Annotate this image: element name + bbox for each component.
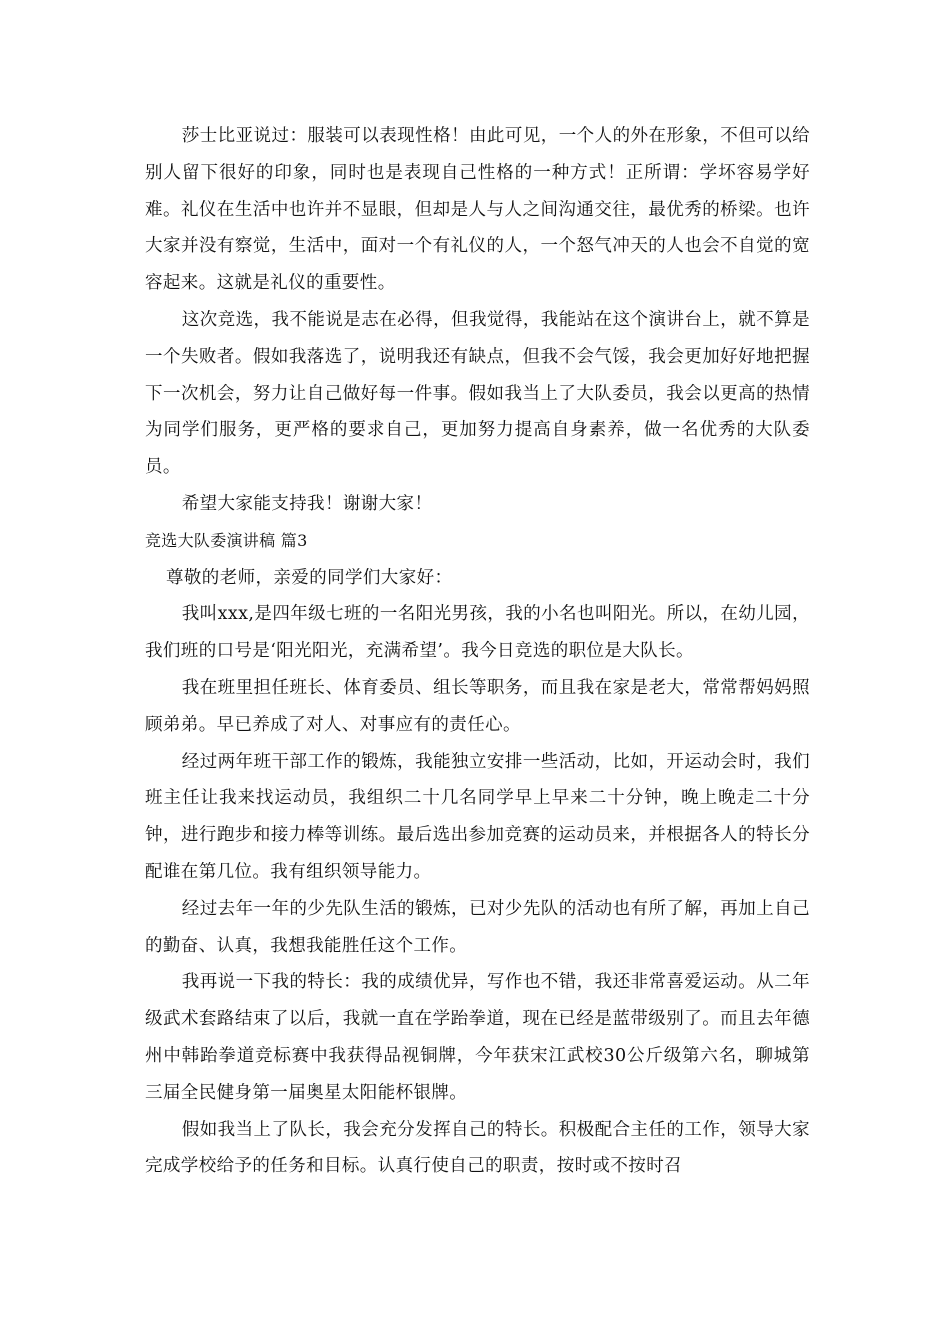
paragraph: 我再说一下我的特长：我的成绩优异，写作也不错，我还非常喜爱运动。从二年级武术套路结束了以后，我就一直在学跆拳道，现在已经是蓝带级别了。而且去年德州中韩跆拳道竞标赛中我获得品视铜牌，今年获宋江武校30公斤级第六名，聊城第三届全民健身第一届奥星太阳能杯银牌。 <box>145 972 810 1103</box>
paragraph: 我在班里担任班长、体育委员、组长等职务，而且我在家是老大，常常帮妈妈照顾弟弟。早已养成了对人、对事应有的责任心。 <box>145 677 810 735</box>
salutation: 尊敬的老师，亲爱的同学们大家好： <box>166 567 453 588</box>
section-heading: 竞选大队委演讲稿 篇3 <box>145 530 308 550</box>
paragraph: 假如我当上了队长，我会充分发挥自己的特长。积极配合主任的工作，领导大家完成学校给予的任务和目标。认真行使自己的职责，按时或不按时召 <box>145 1119 810 1177</box>
paragraph: 经过去年一年的少先队生活的锻炼，已对少先队的活动也有所了解，再加上自己的勤奋、认真，我想我能胜任这个工作。 <box>145 898 810 956</box>
paragraph: 我叫xxx,是四年级七班的一名阳光男孩，我的小名也叫阳光。所以，在幼儿园，我们班的口号是‘阳光阳光，充满希望’。我今日竞选的职位是大队长。 <box>145 604 810 662</box>
paragraph: 希望大家能支持我！谢谢大家！ <box>181 493 433 514</box>
paragraph: 莎士比亚说过：服装可以表现性格！由此可见，一个人的外在形象，不但可以给别人留下很好的印象，同时也是表现自己性格的一种方式！正所谓：学坏容易学好难。礼仪在生活中也许并不显眼，但却是人与人之间沟通交往，最优秀的桥梁。也许大家并没有察觉，生活中，面对一个有礼仪的人，一个怒气冲天的人也会不自觉的宽容起来。这就是礼仪的重要性。 <box>145 126 810 294</box>
paragraph: 经过两年班干部工作的锻炼，我能独立安排一些活动，比如，开运动会时，我们班主任让我来找运动员，我组织二十几名同学早上早来二十分钟，晚上晚走二十分钟，进行跑步和接力棒等训练。最后选出参加竞赛的运动员来，并根据各人的特长分配谁在第几位。我有组织领导能力。 <box>145 751 810 882</box>
document-body <box>145 118 810 1185</box>
paragraph: 这次竞选，我不能说是志在必得，但我觉得，我能站在这个演讲台上，就不算是一个失败者。假如我落选了，说明我还有缺点，但我不会气馁，我会更加好好地把握下一次机会，努力让自己做好每一件事。假如我当上了大队委员，我会以更高的热情为同学们服务，更严格的要求自己，更加努力提高自身素养，做一名优秀的大队委员。 <box>145 309 810 478</box>
